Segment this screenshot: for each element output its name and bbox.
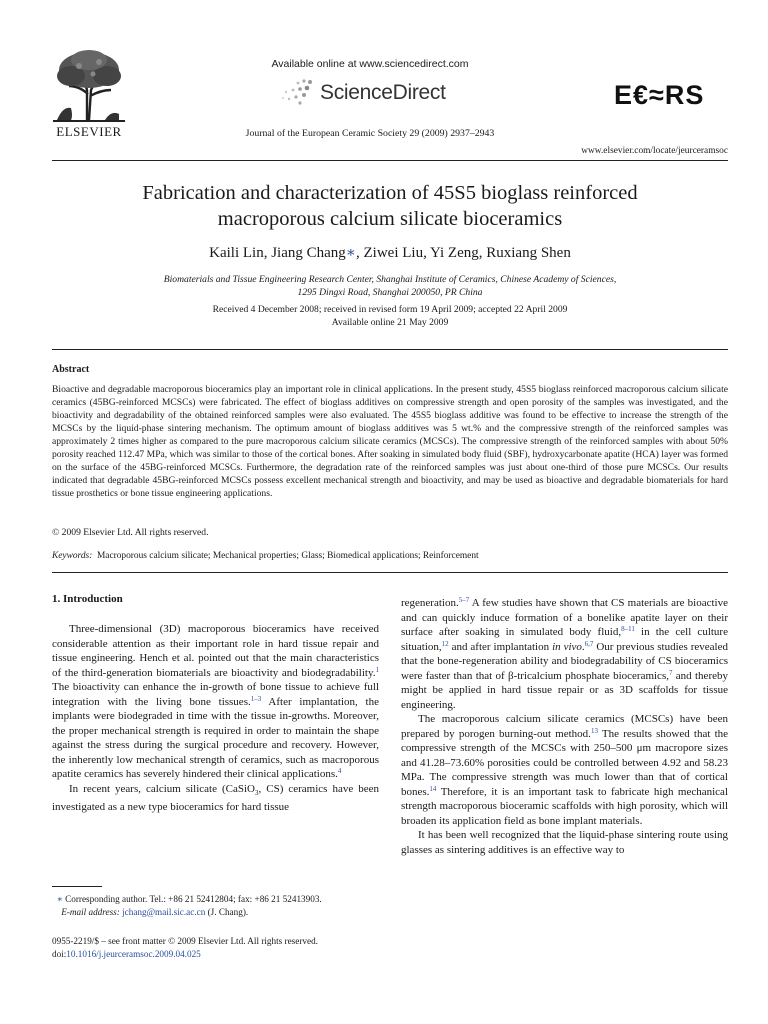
abstract-body: Bioactive and degradable macroporous bioceramics play an important role in clinical applications. In the present study, 45S5 bioglass reinforced macroporous calcium silicate ceramics (45BG-reinforced MCSCs) were fabricated. The effect of bioglass additives on compressive strength and open porosity of the samples was investigated, and the bioactivity and degradability of the obtained reinforced samples were also evaluated. The 45S5 bioglass additive was found to be effective to increase the strength of the MCSCs by the liquid-phase sintering mechanism. The optimum amount of bioglass additives was 5 wt.% and the compressive strength of the reinforced samples was approximately 2 times higher as compared to the pure macroporous calcium silicate ceramics (MCSCs). The compressive strength of the reinforced samples with about 50% porosity reached 112.47 MPa, which was similar to those of the cortical bones. After soaking in simulated body fluid (SBF), hydroxycarbonate apatite (HCA) layer was formed on the surface of the 45BG-reinforced MCSCs. Furthermore, the degradation rate of the reinforced samples was just about one-third of those pure MCSCs. Our results indicated that degradable 45BG-reinforced MCSCs possess excellent mechanical strength and bioactivity, and may be used as bioactive and degradable biomaterials for hard tissue prosthetics or bone tissue engineering applications. bbox=[52, 384, 728, 500]
abstract-heading: Abstract bbox=[52, 364, 90, 375]
intro-r2-text-b: The results showed that the compressive strength of the MCSCs with 250–500 μm macropore sizes and 41.28–73.60% porosities could be controlled between 4.92 and 58.23 MPa. The compressive strength was much lower than that of cortical bones. bbox=[401, 727, 729, 798]
email-owner: (J. Chang). bbox=[205, 907, 249, 917]
journal-citation: Journal of the European Ceramic Society 29 (2009) 2937–2943 bbox=[245, 128, 495, 139]
citation-ref[interactable]: 4 bbox=[337, 767, 342, 775]
available-online-date: Available online 21 May 2009 bbox=[331, 317, 449, 328]
received-dates: Received 4 December 2008; received in revised form 19 April 2009; accepted 22 April 2009 bbox=[212, 304, 568, 315]
abstract-top-rule bbox=[52, 349, 728, 350]
author-list bbox=[52, 243, 728, 262]
citation-ref[interactable]: 7 bbox=[668, 668, 673, 677]
publisher-name: ELSEVIER bbox=[56, 124, 122, 139]
footnote-rule bbox=[52, 886, 102, 887]
intro-p1-text-a: Three-dimensional (3D) macroporous bioceramics have received considerable attention as their important role in hard tissue repair and tissue engineering. Hench et al. pointed out that the main characteristics of the third-generation biomaterials are bioactivity and biodegradability. bbox=[52, 623, 379, 679]
intro-r2-text-a: The macroporous calcium silicate ceramics (MCSCs) have been prepared by porogen burning-out method. bbox=[401, 713, 728, 740]
authors-first: Kaili Lin, Jiang Chang bbox=[209, 245, 346, 261]
intro-p2-text-b: , CS) ceramics have been investigated as a new type bioceramics for hard tissue bbox=[52, 782, 379, 814]
intro-r-text-d: and after implantation bbox=[448, 640, 553, 653]
intro-r-text-f: Our previous studies revealed that the bone-regeneration ability and biodegradability of CS bioceramics were faster than that of β-tricalcium phosphate bioceramics, bbox=[401, 640, 728, 682]
doi-line bbox=[52, 949, 201, 959]
corresponding-author-note bbox=[52, 893, 382, 906]
available-online-text[interactable]: Available online at www.sciencedirect.com bbox=[271, 58, 469, 70]
intro-p2-text-a: In recent years, calcium silicate (CaSiO bbox=[69, 782, 255, 795]
doi-label: doi: bbox=[52, 949, 67, 959]
intro-right-column bbox=[401, 596, 728, 857]
intro-r-text-e: . bbox=[581, 640, 585, 653]
email-link[interactable]: jchang@mail.sic.ac.cn bbox=[122, 907, 206, 917]
footnote-marker: ∗ bbox=[56, 894, 63, 904]
sciencedirect-logo[interactable] bbox=[280, 76, 480, 110]
intro-r-text-b: A few studies have shown that CS materials are bioactive and can quickly induce formation of a bonelike apatite layer on their surface after soaking in simulated body fluid, bbox=[401, 597, 728, 638]
abstract-bottom-rule bbox=[52, 572, 728, 573]
citation-ref[interactable]: 5–7 bbox=[458, 596, 470, 604]
doi-link[interactable]: 10.1016/j.jeurceramsoc.2009.04.025 bbox=[66, 949, 201, 959]
journal-homepage-link[interactable]: www.elsevier.com/locate/jeurceramsoc bbox=[581, 146, 728, 156]
intro-r-text-c: in the cell culture situation, bbox=[401, 626, 728, 653]
intro-p1-text-c: After implantation, the implants were biodegraded in time with the tissue in-growths. Moreover, the proper mechanical strength is required in order to maintain the shape against the stress during the surgical procedure and recovery. However, the inherently low mechanical strength of ceramics, such as macroporous apatite ceramics has severely hindered their clinical applications. bbox=[52, 695, 379, 780]
intro-r-invivo: in vivo bbox=[552, 640, 582, 653]
affiliation-line-1: Biomaterials and Tissue Engineering Research Center, Shanghai Institute of Ceramics, Chinese Academy of Sciences, bbox=[163, 274, 617, 285]
intro-r-text-g: and thereby might be applied in hard tissue repair or as 3D scaffolds for tissue engineering. bbox=[401, 669, 728, 711]
ecers-society-logo: E€≈RS bbox=[614, 80, 705, 110]
sciencedirect-wordmark: ScienceDirect bbox=[320, 81, 446, 104]
intro-r3-text: It has been well recognized that the liquid-phase sintering route using glasses as sintering additives is an effective way to bbox=[401, 829, 728, 856]
authors-rest: , Ziwei Liu, Yi Zeng, Ruxiang Shen bbox=[356, 245, 571, 261]
citation-ref[interactable]: 12 bbox=[441, 639, 449, 648]
intro-r2-text-c: Therefore, it is an important task to fabricate high mechanical strength macroporous bioceramic scaffolds with high porosity, which will broaden its application field as bone implant materials. bbox=[401, 785, 728, 827]
citation-ref[interactable]: 1–3 bbox=[250, 694, 262, 703]
keywords bbox=[52, 551, 479, 561]
corresponding-author-marker[interactable]: ∗ bbox=[345, 245, 356, 261]
keywords-label: Keywords: bbox=[52, 551, 93, 561]
affiliation bbox=[52, 273, 728, 299]
citation-ref[interactable]: 13 bbox=[590, 726, 598, 735]
subscript: 3 bbox=[254, 788, 259, 797]
title-line-1: Fabrication and characterization of 45S5 bioglass reinforced bbox=[142, 182, 638, 204]
title-line-2: macroporous calcium silicate bioceramics bbox=[217, 208, 563, 230]
email-note bbox=[52, 906, 382, 919]
issn-line: 0955-2219/$ – see front matter © 2009 Elsevier Ltd. All rights reserved. bbox=[52, 936, 318, 946]
intro-r-text-a: regeneration. bbox=[401, 597, 459, 609]
email-label: E-mail address: bbox=[61, 907, 120, 917]
intro-p1-text-b: The bioactivity can enhance the in-growth of bone tissue to achieve full integration with the living bone tissues. bbox=[52, 681, 379, 708]
sciencedirect-dots-icon bbox=[280, 78, 314, 106]
citation-ref[interactable]: 1 bbox=[375, 665, 379, 674]
abstract-copyright: © 2009 Elsevier Ltd. All rights reserved. bbox=[52, 527, 209, 538]
citation-ref[interactable]: 8–11 bbox=[621, 625, 635, 633]
citation-ref[interactable]: 14 bbox=[429, 784, 437, 793]
section-heading-introduction: 1. Introduction bbox=[52, 593, 123, 605]
footnote-text: Corresponding author. Tel.: +86 21 52412804; fax: +86 21 52413903. bbox=[62, 894, 322, 904]
article-title bbox=[52, 180, 728, 232]
keywords-list: Macroporous calcium silicate; Mechanical properties; Glass; Biomedical applications; Reinforcement bbox=[96, 551, 479, 561]
article-dates bbox=[52, 303, 728, 329]
intro-paragraph-1 bbox=[52, 622, 379, 815]
header-rule bbox=[52, 160, 728, 161]
citation-ref[interactable]: 6,7 bbox=[584, 639, 594, 648]
affiliation-line-2: 1295 Dingxi Road, Shanghai 200050, PR China bbox=[297, 287, 483, 298]
